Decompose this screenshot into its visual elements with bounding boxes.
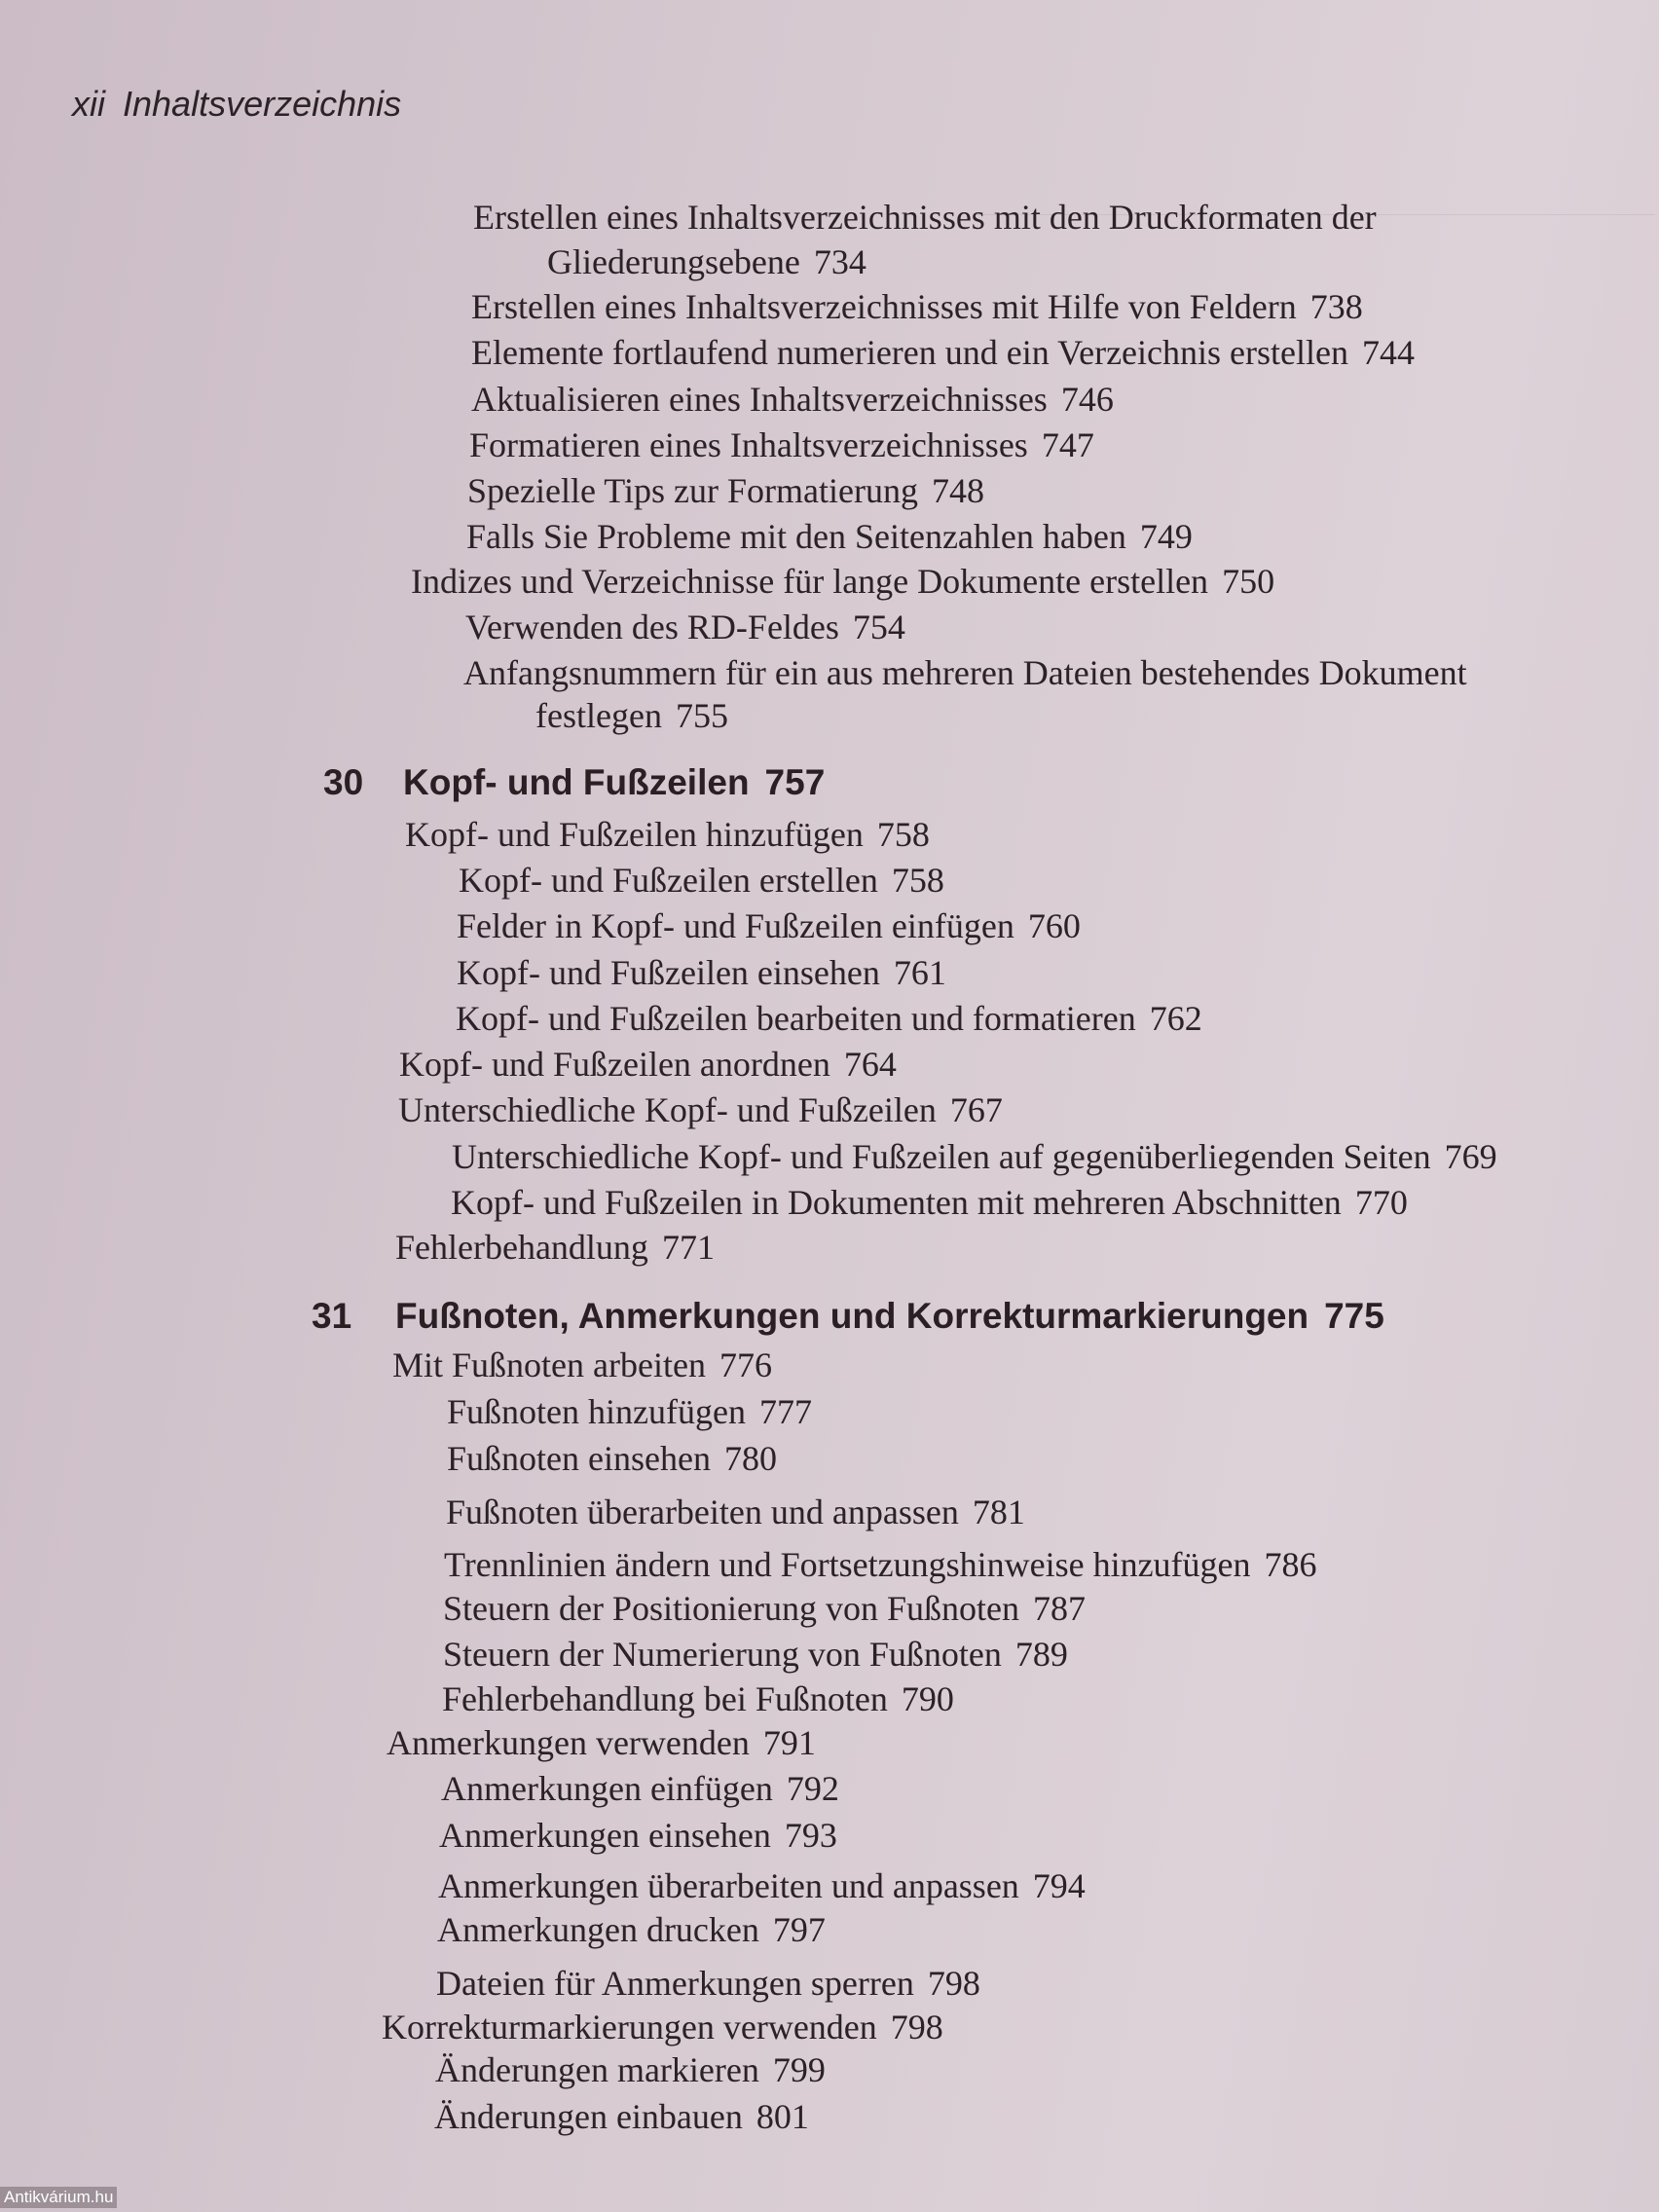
entry-page: 786 <box>1264 1545 1317 1584</box>
entry-page: 746 <box>1060 380 1114 419</box>
toc-entry <box>471 378 1114 421</box>
toc-entry <box>535 694 728 737</box>
entry-text: Kopf- und Fußzeilen in Dokumenten mit mehreren Abschnitten <box>451 1183 1342 1222</box>
entry-page: 758 <box>891 861 944 900</box>
entry-text: Kopf- und Fußzeilen einsehen <box>457 953 880 992</box>
entry-text: Gliederungsebene <box>547 242 800 281</box>
toc-entry <box>395 1226 715 1269</box>
entry-page: 787 <box>1032 1589 1086 1628</box>
entry-page: 770 <box>1354 1183 1408 1222</box>
entry-text: Steuern der Numerierung von Fußnoten <box>443 1635 1002 1674</box>
toc-entry <box>398 1088 1003 1131</box>
chapter-page: 757 <box>764 762 826 802</box>
toc-entry <box>442 1677 954 1720</box>
toc-entry <box>457 951 946 994</box>
chapter-title: Fußnoten, Anmerkungen und Korrekturmarkierungen <box>395 1296 1309 1336</box>
entry-text: Verwenden des RD-Feldes <box>465 608 839 646</box>
page-number: xii <box>72 84 105 124</box>
toc-entry <box>466 515 1193 558</box>
entry-page: 776 <box>719 1346 772 1384</box>
entry-page: 797 <box>772 1910 826 1949</box>
entry-page: 792 <box>786 1769 839 1808</box>
entry-page: 755 <box>675 696 728 735</box>
page-title: Inhaltsverzeichnis <box>123 84 402 124</box>
entry-page: 791 <box>762 1723 816 1762</box>
toc-entry <box>437 1908 826 1951</box>
toc-entry <box>399 1043 897 1086</box>
entry-text: Unterschiedliche Kopf- und Fußzeilen <box>398 1090 937 1129</box>
toc-entry <box>447 1390 812 1433</box>
entry-page: 758 <box>876 815 930 854</box>
entry-page: 793 <box>784 1816 837 1855</box>
entry-text: Erstellen eines Inhaltsverzeichnisses mit den Druckformaten der <box>473 198 1377 237</box>
chapter-number: 30 <box>323 762 364 802</box>
toc-entry <box>465 606 905 648</box>
toc-entry <box>443 1633 1068 1676</box>
entry-text: Anfangsnummern für ein aus mehreren Dateien bestehendes Dokument <box>463 653 1467 692</box>
toc-entry <box>471 331 1415 374</box>
entry-text: Erstellen eines Inhaltsverzeichnisses mit Hilfe von Feldern <box>471 287 1297 326</box>
chapter-number: 31 <box>312 1296 352 1336</box>
entry-page: 744 <box>1361 333 1415 372</box>
entry-page: 777 <box>758 1392 812 1431</box>
entry-page: 801 <box>756 2097 809 2136</box>
entry-text: Mit Fußnoten arbeiten <box>392 1346 706 1384</box>
toc-entry <box>444 1543 1317 1586</box>
entry-page: 790 <box>901 1679 954 1718</box>
entry-page: 747 <box>1041 425 1094 464</box>
entry-text: Elemente fortlaufend numerieren und ein Verzeichnis erstellen <box>471 333 1348 372</box>
entry-text: Unterschiedliche Kopf- und Fußzeilen auf gegenüberliegenden Seiten <box>452 1137 1431 1176</box>
toc-entry <box>547 240 866 283</box>
toc-entry <box>446 1491 1025 1533</box>
entry-text: Kopf- und Fußzeilen hinzufügen <box>405 815 864 854</box>
toc-entry <box>392 1344 772 1386</box>
chapter-heading-31 <box>312 1294 1480 1339</box>
entry-text: Änderungen einbauen <box>434 2097 743 2136</box>
entry-text: Kopf- und Fußzeilen erstellen <box>459 861 878 900</box>
toc-entry <box>411 560 1274 603</box>
entry-page: 734 <box>813 242 866 281</box>
entry-page: 754 <box>852 608 905 646</box>
toc-entry <box>441 1767 839 1810</box>
chapter-page: 775 <box>1324 1296 1384 1336</box>
entry-text: Formatieren eines Inhaltsverzeichnisses <box>469 425 1028 464</box>
toc-entry <box>456 997 1202 1040</box>
toc-entry <box>436 1962 980 2005</box>
toc-entry <box>447 1437 777 1480</box>
entry-page: 794 <box>1032 1866 1086 1905</box>
toc-entry <box>438 1864 1086 1907</box>
entry-text: Fußnoten einsehen <box>447 1439 711 1478</box>
toc-entry <box>457 904 1081 947</box>
toc-entry <box>471 285 1363 328</box>
toc-entry <box>405 813 930 856</box>
entry-text: Felder in Kopf- und Fußzeilen einfügen <box>457 906 1014 945</box>
entry-page: 760 <box>1027 906 1081 945</box>
toc-entry <box>451 1181 1408 1224</box>
entry-text: Anmerkungen drucken <box>437 1910 759 1949</box>
entry-page: 780 <box>723 1439 777 1478</box>
entry-text: Fußnoten hinzufügen <box>447 1392 746 1431</box>
entry-page: 799 <box>772 2050 826 2089</box>
entry-text: Fußnoten überarbeiten und anpassen <box>446 1493 959 1531</box>
entry-text: Steuern der Positionierung von Fußnoten <box>443 1589 1019 1628</box>
entry-text: Anmerkungen einsehen <box>439 1816 771 1855</box>
entry-page: 771 <box>661 1228 715 1267</box>
entry-page: 789 <box>1014 1635 1068 1674</box>
watermark: Antikvárium.hu <box>0 2187 117 2208</box>
chapter-title: Kopf- und Fußzeilen <box>403 762 750 802</box>
toc-entry <box>443 1587 1086 1630</box>
toc-entry <box>434 2095 809 2138</box>
entry-page: 762 <box>1149 999 1202 1038</box>
entry-text: Kopf- und Fußzeilen bearbeiten und formatieren <box>456 999 1136 1038</box>
entry-text: Dateien für Anmerkungen sperren <box>436 1964 914 2003</box>
entry-text: Falls Sie Probleme mit den Seitenzahlen haben <box>466 517 1126 556</box>
entry-page: 750 <box>1222 562 1275 601</box>
entry-page: 769 <box>1444 1137 1497 1176</box>
toc-entry <box>473 196 1377 239</box>
toc-entry <box>459 859 944 902</box>
toc-entry <box>387 1721 816 1764</box>
entry-text: Anmerkungen überarbeiten und anpassen <box>438 1866 1019 1905</box>
toc-entry <box>469 424 1094 466</box>
toc-entry <box>463 651 1467 694</box>
entry-text: Indizes und Verzeichnisse für lange Dokumente erstellen <box>411 562 1209 601</box>
toc-entry <box>452 1135 1497 1178</box>
entry-text: Korrekturmarkierungen verwenden <box>382 2008 877 2046</box>
toc-entry <box>435 2048 826 2091</box>
entry-text: Anmerkungen verwenden <box>387 1723 750 1762</box>
entry-text: Kopf- und Fußzeilen anordnen <box>399 1045 830 1084</box>
entry-text: Spezielle Tips zur Formatierung <box>467 471 918 510</box>
entry-page: 781 <box>972 1493 1025 1531</box>
entry-text: festlegen <box>535 696 662 735</box>
entry-page: 764 <box>843 1045 897 1084</box>
entry-page: 798 <box>890 2008 943 2046</box>
entry-text: Aktualisieren eines Inhaltsverzeichnisses <box>471 380 1048 419</box>
entry-page: 798 <box>927 1964 980 2003</box>
chapter-heading-30 <box>323 760 1005 805</box>
toc-entry <box>467 469 984 512</box>
entry-page: 748 <box>931 471 984 510</box>
entry-text: Trennlinien ändern und Fortsetzungshinweise hinzufügen <box>444 1545 1251 1584</box>
toc-entry <box>382 2006 943 2048</box>
toc-entry <box>439 1814 837 1857</box>
entry-page: 738 <box>1309 287 1363 326</box>
entry-page: 767 <box>949 1090 1003 1129</box>
entry-text: Fehlerbehandlung bei Fußnoten <box>442 1679 888 1718</box>
entry-text: Änderungen markieren <box>435 2050 759 2089</box>
entry-text: Anmerkungen einfügen <box>441 1769 773 1808</box>
entry-page: 749 <box>1139 517 1193 556</box>
entry-text: Fehlerbehandlung <box>395 1228 648 1267</box>
entry-page: 761 <box>893 953 946 992</box>
